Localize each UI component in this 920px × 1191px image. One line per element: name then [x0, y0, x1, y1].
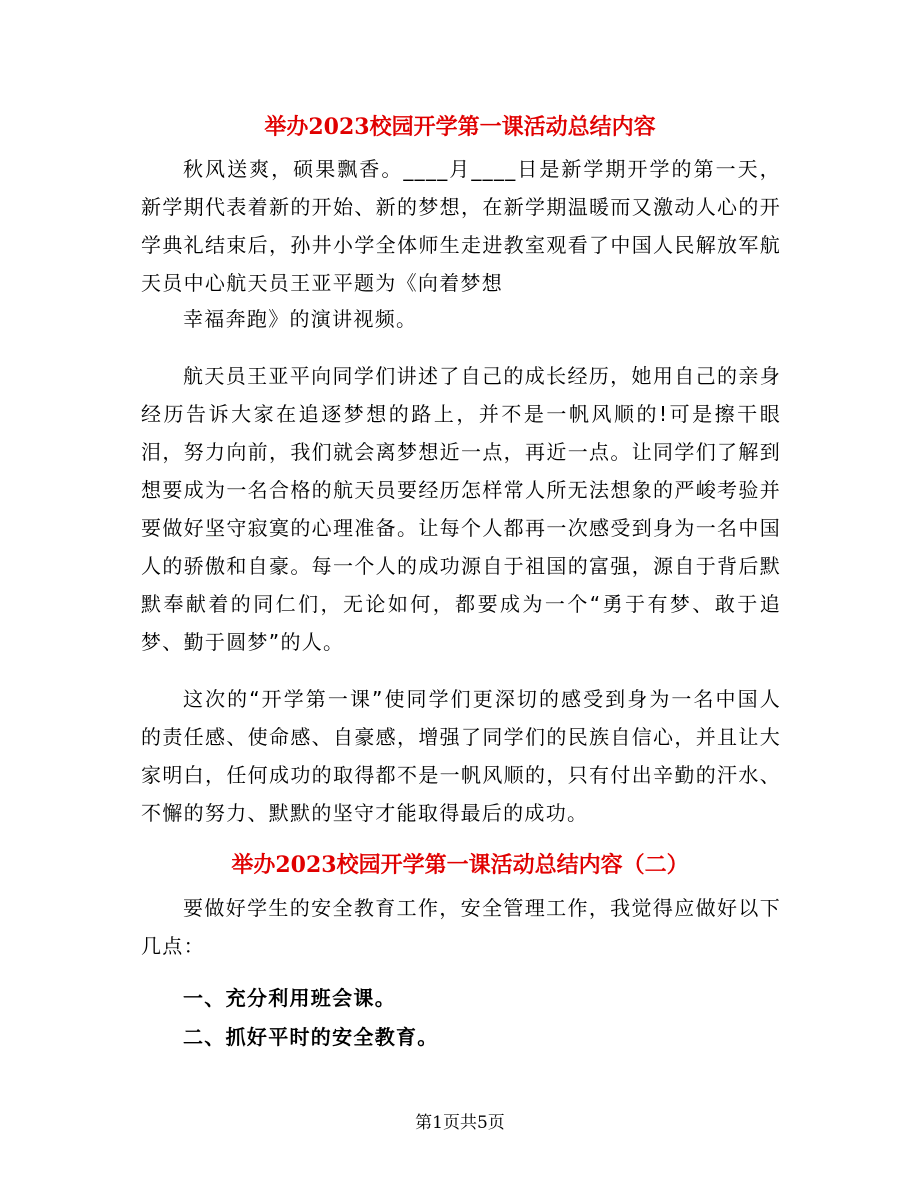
list-item-daily-safety: 二、抓好平时的安全教育。: [183, 1025, 439, 1049]
section-title-two: 举办2023校园开学第一课活动总结内容（二）: [231, 852, 689, 878]
list-item-class-meeting: 一、充分利用班会课。: [183, 986, 396, 1010]
paragraph-astronaut-story: 航天员王亚平向同学们讲述了自己的成长经历，她用自己的亲身经历告诉大家在追逐梦想的路上，并不是一帆风顺的!可是擦干眼泪，努力向前，我们就会离梦想近一点，再近一点。让同学们了解到想要成为一名合格的航天员要经历怎样常人所无法想象的严峻考验并要做好坚守寂寞的心理准备。让每个人都再一次感受到身为一名中国人的骄傲和自豪。每一个人的成功源自于祖国的富强，源自于背后默默奉献着的同仁们，无论如何，都要成为一个“勇于有梦、敢于追梦、勤于圆梦”的人。: [141, 364, 781, 654]
paragraph-speech-video: 幸福奔跑》的演讲视频。: [183, 307, 418, 331]
paragraph-intro: 秋风送爽，硕果飘香。____月____日是新学期开学的第一天，新学期代表着新的开始、新的梦想，在新学期温暖而又激动人心的开学典礼结束后，孙井小学全体师生走进教室观看了中国人民解放军航天员中心航天员王亚平题为《向着梦想: [141, 157, 781, 295]
paragraph-conclusion: 这次的“开学第一课”使同学们更深切的感受到身为一名中国人的责任感、使命感、自豪感，增强了同学们的民族自信心，并且让大家明白，任何成功的取得都不是一帆风顺的，只有付出辛勤的汗水、不懈的努力、默默的坚守才能取得最后的成功。: [141, 687, 781, 825]
paragraph-safety-intro: 要做好学生的安全教育工作，安全管理工作，我觉得应做好以下几点：: [141, 896, 781, 958]
document-title: 举办2023校园开学第一课活动总结内容: [264, 114, 656, 140]
page-number-footer: 第1页共5页: [415, 1113, 505, 1133]
